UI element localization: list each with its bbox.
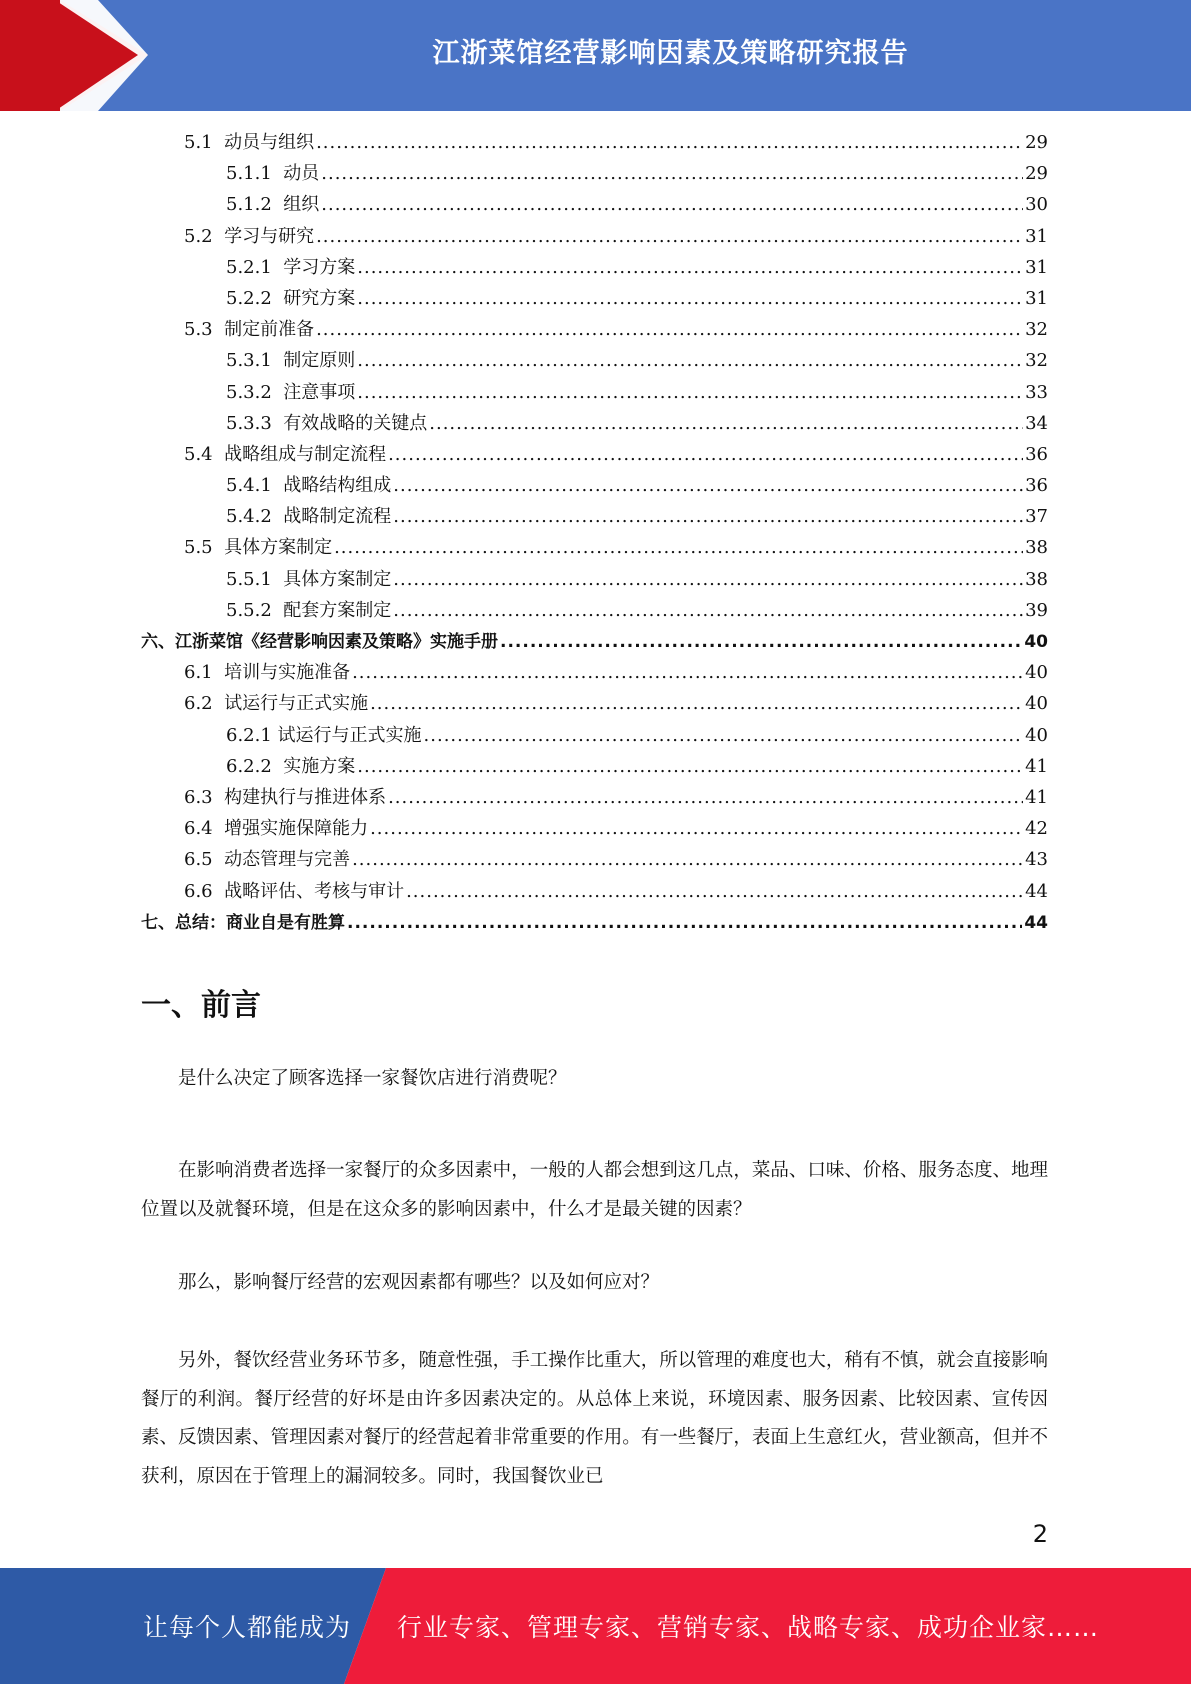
toc-entry-page: 40 — [1025, 693, 1048, 715]
toc-entry-page: 43 — [1025, 849, 1048, 871]
toc-entry-page: 37 — [1025, 506, 1048, 528]
toc-entry-title: 6.2.2 实施方案 — [226, 755, 356, 777]
toc-leader-dots — [370, 693, 1023, 714]
toc-entry[interactable] — [141, 721, 1048, 752]
toc-entry[interactable] — [141, 440, 1048, 471]
toc-leader-dots — [424, 725, 1024, 746]
toc-entry-page: 29 — [1025, 132, 1048, 153]
toc-entry-page: 34 — [1025, 412, 1048, 434]
toc-leader-dots — [357, 257, 1023, 278]
toc-entry[interactable] — [141, 565, 1048, 596]
toc-entry-title: 5.2 学习与研究 — [184, 225, 315, 247]
toc-entry-title: 5.5.1 具体方案制定 — [226, 568, 392, 590]
toc-leader-dots — [321, 194, 1023, 215]
toc-leader-dots — [357, 382, 1023, 403]
toc-entry-title: 5.5.2 配套方案制定 — [226, 599, 392, 621]
page-header — [0, 0, 1191, 111]
toc-leader-dots — [316, 132, 1023, 153]
toc-leader-dots — [500, 632, 1022, 652]
toc-entry[interactable] — [141, 783, 1048, 814]
toc-entry-title: 6.2 试运行与正式实施 — [184, 693, 369, 715]
page-footer — [0, 1568, 1191, 1684]
toc-entry-title: 5.4 战略组成与制定流程 — [184, 443, 387, 465]
toc-entry-page: 41 — [1025, 755, 1048, 777]
toc-leader-dots — [406, 881, 1023, 902]
toc-entry-page: 31 — [1025, 287, 1048, 309]
toc-entry-page: 40 — [1024, 632, 1048, 652]
toc-entry-title: 5.2.1 学习方案 — [226, 256, 356, 278]
toc-entry-title: 5.2.2 研究方案 — [226, 287, 356, 309]
paragraph-4: 另外，餐饮经营业务环节多，随意性强，手工操作比重大，所以管理的难度也大，稍有不慎，就会直接影响餐厅的利润。餐厅经营的好坏是由许多因素决定的。从总体上来说，环境因素、服务因素、比较因素、宣传因素、反馈因素、管理因素对餐厅的经营起着非常重要的作用。有一些餐厅，表面上生意红火，营业额高，但并不获利，原因在于管理上的漏洞较多。同时，我国餐饮业已 — [141, 1350, 1048, 1487]
toc-leader-dots — [316, 226, 1023, 247]
toc-entry[interactable] — [141, 471, 1048, 502]
toc-leader-dots — [393, 475, 1023, 496]
toc-entry-title: 5.4.2 战略制定流程 — [226, 506, 392, 528]
footer-slogan-right: 行业专家、管理专家、营销专家、战略专家、成功企业家…… — [397, 1613, 1100, 1642]
toc-entry[interactable] — [141, 128, 1048, 159]
toc-entry-page: 36 — [1025, 475, 1048, 497]
toc-leader-dots — [370, 818, 1023, 839]
toc-entry-page: 32 — [1025, 319, 1048, 341]
toc-entry-title: 5.1.1 动员 — [226, 163, 320, 185]
toc-entry[interactable] — [141, 908, 1048, 939]
toc-entry[interactable] — [141, 596, 1048, 627]
section-heading: 一、前言 — [141, 988, 261, 1023]
toc-entry[interactable] — [141, 190, 1048, 221]
toc-leader-dots — [347, 913, 1022, 933]
toc-entry-title: 6.5 动态管理与完善 — [184, 849, 351, 871]
toc-leader-dots — [334, 537, 1023, 558]
toc-leader-dots — [388, 787, 1023, 808]
toc-entry[interactable] — [141, 533, 1048, 564]
toc-entry[interactable] — [141, 253, 1048, 284]
toc-entry-page: 31 — [1025, 225, 1048, 247]
toc-entry-page: 41 — [1025, 786, 1048, 808]
toc-entry-title: 6.6 战略评估、考核与审计 — [184, 880, 405, 902]
toc-entry-page: 33 — [1025, 381, 1048, 403]
toc-entry[interactable] — [141, 284, 1048, 315]
toc-entry[interactable] — [141, 502, 1048, 533]
page-number: 2 — [1032, 1520, 1048, 1548]
toc-leader-dots — [429, 413, 1023, 434]
toc-entry-page: 36 — [1025, 443, 1048, 465]
toc-entry-title: 5.3 制定前准备 — [184, 319, 315, 341]
toc-entry-page: 42 — [1025, 818, 1048, 840]
toc-entry-page: 38 — [1025, 537, 1048, 559]
paragraph-1: 是什么决定了顾客选择一家餐饮店进行消费呢？ — [178, 1068, 567, 1089]
toc-entry[interactable] — [141, 222, 1048, 253]
toc-entry[interactable] — [141, 658, 1048, 689]
toc-leader-dots — [393, 569, 1023, 590]
toc-entry[interactable] — [141, 752, 1048, 783]
table-of-contents — [141, 128, 1048, 939]
header-title: 江浙菜馆经营影响因素及策略研究报告 — [432, 37, 909, 69]
toc-entry-title: 5.4.1 战略结构组成 — [226, 475, 392, 497]
footer-slogan-left: 让每个人都能成为 — [143, 1613, 352, 1642]
toc-entry[interactable] — [141, 689, 1048, 720]
toc-entry-title: 6.3 构建执行与推进体系 — [184, 786, 387, 808]
toc-leader-dots — [352, 662, 1023, 683]
toc-entry[interactable] — [141, 315, 1048, 346]
toc-entry-title: 6.4 增强实施保障能力 — [184, 818, 369, 840]
toc-entry[interactable] — [141, 409, 1048, 440]
toc-entry-title: 七、总结：商业自是有胜算 — [141, 912, 345, 933]
toc-entry[interactable] — [141, 845, 1048, 876]
toc-entry-title: 5.5 具体方案制定 — [184, 537, 333, 559]
toc-leader-dots — [388, 444, 1023, 465]
toc-entry-page: 31 — [1025, 256, 1048, 278]
toc-entry-title: 六、江浙菜馆《经营影响因素及策略》实施手册 — [141, 632, 498, 652]
toc-entry[interactable] — [141, 627, 1048, 658]
toc-entry[interactable] — [141, 159, 1048, 190]
toc-entry-title: 5.3.3 有效战略的关键点 — [226, 412, 428, 434]
toc-leader-dots — [357, 756, 1023, 777]
toc-leader-dots — [357, 350, 1023, 371]
paragraph-3: 那么，影响餐厅经营的宏观因素都有哪些？以及如何应对？ — [178, 1272, 660, 1293]
toc-leader-dots — [316, 319, 1023, 340]
toc-entry[interactable] — [141, 877, 1048, 908]
toc-leader-dots — [393, 600, 1023, 621]
toc-entry-title: 5.3.2 注意事项 — [226, 381, 356, 403]
toc-entry-title: 5.1.2 组织 — [226, 194, 320, 216]
toc-entry-page: 30 — [1025, 194, 1048, 216]
toc-entry-page: 38 — [1025, 568, 1048, 590]
toc-entry-title: 6.2.1 试运行与正式实施 — [226, 724, 422, 746]
toc-entry[interactable] — [141, 378, 1048, 409]
toc-entry-title: 6.1 培训与实施准备 — [184, 662, 351, 684]
toc-leader-dots — [357, 288, 1023, 309]
toc-entry-page: 40 — [1025, 724, 1048, 746]
toc-leader-dots — [393, 506, 1023, 527]
toc-leader-dots — [321, 163, 1023, 184]
toc-entry-page: 39 — [1025, 599, 1048, 621]
toc-entry-title: 5.3.1 制定原则 — [226, 350, 356, 372]
toc-entry-page: 32 — [1025, 350, 1048, 372]
toc-entry-title: 5.1 动员与组织 — [184, 132, 315, 153]
toc-entry-page: 44 — [1025, 880, 1048, 902]
toc-entry[interactable] — [141, 814, 1048, 845]
paragraph-2: 在影响消费者选择一家餐厅的众多因素中，一般的人都会想到这几点，菜品、口味、价格、服务态度、地理位置以及就餐环境，但是在这众多的影响因素中，什么才是最关键的因素？ — [141, 1160, 1048, 1220]
toc-entry-page: 29 — [1025, 163, 1048, 185]
toc-entry[interactable] — [141, 346, 1048, 377]
toc-entry-page: 44 — [1024, 912, 1048, 933]
toc-leader-dots — [352, 849, 1023, 870]
toc-entry-page: 40 — [1025, 662, 1048, 684]
